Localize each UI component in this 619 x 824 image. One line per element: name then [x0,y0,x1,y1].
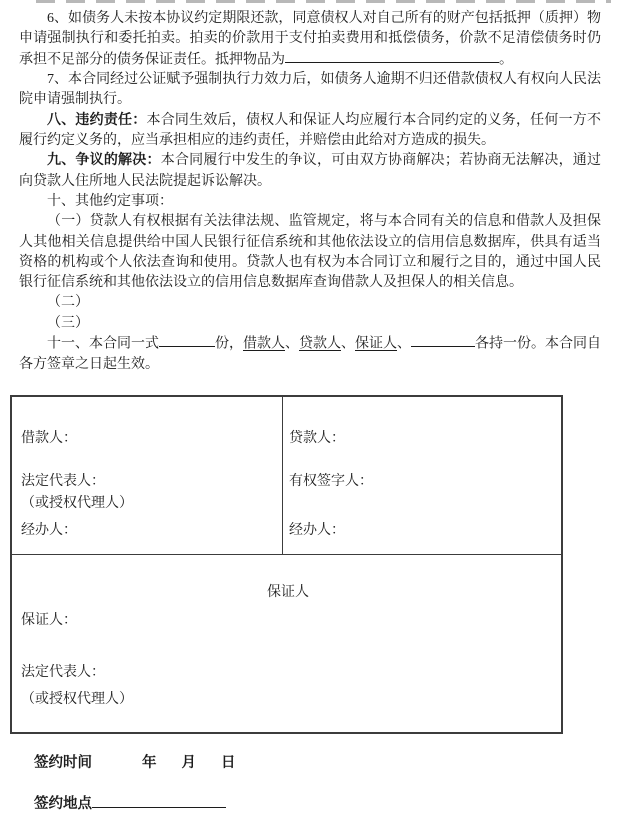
copies-count-blank-line [159,334,215,347]
cropped-previous-line-artifact [36,0,611,3]
sign-place-line [34,794,619,812]
clause-9-paragraph [19,151,601,192]
party-guarantor: 保证人 [355,336,397,352]
sign-place-label: 签约地点 [34,795,92,812]
borrower-legal-rep-label: 法定代表人： [21,473,105,489]
month-label: 月 [181,754,196,771]
clause-6-paragraph [19,9,601,70]
clause-10-item-1: （一）贷款人有权根据有关法律法规、监管规定，将与本合同有关的信息和借款人及担保人其他相关信息提供给中国人民银行征信系统和其他依法设立的信用信息数据库，供具有适当资格的机构或个人依法查询和使用。贷款人也有权为本合同订立和履行之目的，通过中国人民银行征信系统和其他依法设立的信用信息数据库查询借款人及担保人的相关信息。 [19,214,601,291]
borrower-label: 借款人： [21,430,77,446]
clause-10-item-3: （三） [47,315,89,331]
guarantor-cell [12,555,561,732]
lender-label: 贷款人： [289,430,345,446]
clause-8-paragraph [19,111,601,152]
party-borrower: 借款人 [243,336,285,352]
clause-9-text: 本合同履行中发生的争议，可由双方协商解决；若协商无法解决，通过向贷款人住所地人民法院提起诉讼解决。 [19,153,602,189]
sign-time-line [34,755,619,771]
clause-8-text: 本合同生效后，债权人和保证人均应履行本合同约定的义务，任何一方不履行约定义务的，应当承担相应的违约责任，并赔偿由此给对方造成的损失。 [19,112,602,149]
clause-7-paragraph: 7、本合同经过公证赋予强制执行力效力后，如债务人逾期不归还借款债权人有权向人民法院申请强制执行。 [19,72,601,108]
clause-11-mid: 份， [215,336,243,352]
clause-10-heading: 十、其他约定事项： [47,193,173,209]
party-lender: 贷款人 [299,336,341,352]
signature-table [10,395,563,734]
borrower-handler-label: 经办人： [21,522,77,538]
collateral-blank-line [285,50,499,63]
lender-handler-label: 经办人： [289,522,345,538]
signing-footer [34,755,619,812]
guarantor-legal-rep-label: 法定代表人： [21,664,105,680]
guarantor-section-title: 保证人 [267,584,309,600]
signature-table-row-parties [12,397,561,555]
year-label: 年 [142,754,157,771]
clause-6-period: 。 [499,51,513,67]
borrower-auth-agent-label: （或授权代理人） [21,495,133,511]
day-label: 日 [221,754,236,771]
guarantor-auth-agent-label: （或授权代理人） [21,691,133,707]
contract-clauses [0,0,619,375]
sign-place-blank-line [92,794,226,808]
clause-11-tail: 各持一份。本合同自各方签章之日起生效。 [19,336,601,372]
clause-9-heading: 九、争议的解决： [47,153,161,169]
clause-11-paragraph [19,334,601,375]
lender-cell [283,397,561,554]
party-separator: 、 [285,336,299,352]
clause-6-text: 6、如债务人未按本协议约定期限还款，同意债权人对自己所有的财产包括抵押（质押）物申请强制执行和委托拍卖。拍卖的价款用于支付拍卖费用和抵偿债务，价款不足清偿债务时仍承担不足部分的债务保证责任。抵押物品为 [19,11,601,67]
other-holder-blank-line [411,334,475,347]
clause-11-lead: 十一、本合同一式 [47,336,159,352]
clause-10-item-2: （二） [47,295,89,311]
lender-signer-label: 有权签字人： [289,473,373,489]
party-separator: 、 [397,336,411,352]
borrower-cell [12,397,283,554]
party-separator: 、 [341,336,355,352]
sign-time-label: 签约时间 [34,754,92,771]
clause-8-heading: 八、违约责任： [47,112,147,128]
guarantor-label: 保证人： [21,612,77,628]
